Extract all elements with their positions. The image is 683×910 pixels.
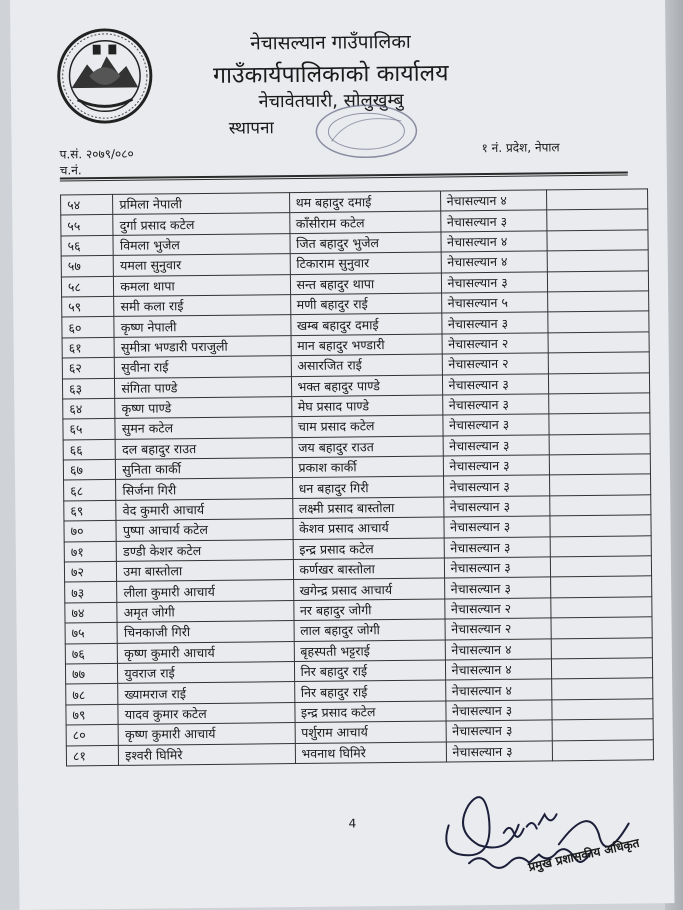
beneficiary-table (60, 188, 654, 766)
address-cell: नेचासल्यान ३ (442, 414, 549, 436)
address-cell: नेचासल्यान ३ (446, 720, 553, 742)
guardian-name-cell: जय बहादुर राउत (292, 436, 443, 458)
serial-number-cell: ६७ (63, 459, 116, 480)
serial-number-cell: ६५ (63, 419, 116, 440)
remark-cell (547, 209, 648, 230)
serial-number-cell: ६८ (64, 480, 117, 501)
guardian-name-cell: सन्त बहादुर थापा (290, 273, 441, 295)
office-stamp (311, 101, 422, 162)
guardian-name-cell: असारजित राई (291, 354, 442, 376)
name-cell: वेद कुमारी आचार्य (116, 498, 292, 520)
remark-cell (548, 270, 649, 291)
serial-number-cell: ५६ (61, 235, 114, 256)
serial-number-cell: ६१ (62, 337, 115, 358)
municipality-name: नेचासल्यान गाउँपालिका (250, 30, 411, 55)
address-cell: नेचासल्यान ३ (441, 271, 548, 293)
remark-cell (549, 393, 650, 414)
serial-number-cell: ७२ (64, 561, 117, 582)
serial-number-cell: ५९ (62, 296, 115, 317)
name-cell: यादव कुमार कटेल (118, 702, 294, 724)
address-cell: नेचासल्यान २ (444, 598, 551, 620)
serial-number-cell: ६४ (63, 398, 116, 419)
guardian-name-cell: जित बहादुर भुजेल (289, 232, 440, 254)
address-cell: नेचासल्यान ३ (443, 516, 550, 538)
address-cell: नेचासल्यान ३ (440, 210, 547, 232)
guardian-name-cell: खगेन्द्र प्रसाद आचार्य (293, 578, 444, 600)
name-cell: कृष्ण पाण्डे (115, 396, 291, 418)
name-cell: प्रमिला नेपाली (113, 193, 289, 215)
serial-number-cell: ७१ (64, 541, 117, 562)
document-page (10, 0, 674, 910)
guardian-name-cell: केशव प्रसाद आचार्य (292, 517, 443, 539)
name-cell: लीला कुमारी आचार्य (117, 580, 293, 602)
address-cell: नेचासल्यान ३ (443, 475, 550, 497)
guardian-name-cell: निर बहादुर राई (294, 680, 445, 702)
remark-cell (553, 739, 654, 760)
name-cell: कृष्ण कुमारी आचार्य (118, 723, 294, 745)
remark-cell (549, 372, 650, 393)
address-cell: नेचासल्यान २ (442, 353, 549, 375)
name-cell: सुमन कटेल (115, 417, 291, 439)
address-cell: नेचासल्यान ४ (445, 659, 552, 681)
guardian-name-cell: प्रकाश कार्की (292, 456, 443, 478)
serial-number-cell: ६२ (62, 358, 115, 379)
serial-number-cell: ८० (66, 725, 119, 746)
remark-cell (552, 658, 653, 679)
serial-number-cell: ७४ (65, 602, 118, 623)
serial-number-cell: ६३ (62, 378, 115, 399)
remark-cell (548, 311, 649, 332)
remark-cell (551, 597, 652, 618)
guardian-name-cell: लक्ष्मी प्रसाद बास्तोला (292, 497, 443, 519)
guardian-name-cell: मणी बहादुर राई (290, 293, 441, 315)
name-cell: विमला भुजेल (113, 233, 289, 255)
remark-cell (549, 434, 650, 455)
address-cell: नेचासल्यान ३ (443, 455, 550, 477)
address-cell: नेचासल्यान ३ (443, 496, 550, 518)
serial-number-cell: ७७ (65, 663, 118, 684)
remark-cell (551, 617, 652, 638)
address-cell: नेचासल्यान ३ (441, 312, 548, 334)
remark-cell (547, 189, 648, 210)
address-cell: नेचासल्यान ४ (440, 190, 547, 212)
address-cell: नेचासल्यान ३ (446, 740, 553, 762)
remark-cell (547, 250, 648, 271)
guardian-name-cell: खम्ब बहादुर दमाई (290, 313, 441, 335)
guardian-name-cell: बृहस्पती भट्टराई (294, 640, 445, 662)
government-emblem-logo (55, 27, 154, 126)
address-cell: नेचासल्यान ४ (445, 679, 552, 701)
guardian-name-cell: इन्द्र प्रसाद कटेल (293, 538, 444, 560)
dispatch-number: च.नं. (59, 163, 82, 178)
remark-cell (551, 556, 652, 577)
name-cell: दुर्गा प्रसाद कटेल (113, 213, 289, 235)
remark-cell (552, 678, 653, 699)
address-cell: नेचासल्यान ५ (441, 292, 548, 314)
address-cell: नेचासल्यान ३ (444, 577, 551, 599)
serial-number-cell: ८१ (66, 745, 119, 766)
page-number: 4 (348, 816, 357, 831)
remark-cell (549, 413, 650, 434)
remark-cell (550, 495, 651, 516)
name-cell: डण्डी केशर कटेल (117, 539, 293, 561)
guardian-name-cell: निर बहादुर राई (294, 660, 445, 682)
guardian-name-cell: थम बहादुर दमाई (289, 191, 440, 213)
serial-number-cell: ७८ (66, 684, 119, 705)
guardian-name-cell: भवनाथ घिमिरे (295, 742, 446, 764)
address-cell: नेचासल्यान २ (442, 333, 549, 355)
reference-number: प.सं. २०७९/०८० (59, 146, 134, 162)
name-cell: दल बहादुर राउत (115, 437, 291, 459)
name-cell: कृष्ण कुमारी आचार्य (118, 641, 294, 663)
office-name: गाउँकार्यपालिकाको कार्यालय (212, 60, 449, 89)
remark-cell (551, 637, 652, 658)
serial-number-cell: ७५ (65, 623, 118, 644)
serial-number-cell: ७९ (66, 704, 119, 725)
remark-cell (547, 230, 648, 251)
guardian-name-cell: टिकाराम सुनुवार (290, 252, 441, 274)
serial-number-cell: ७० (64, 521, 117, 542)
guardian-name-cell: मेघ प्रसाद पाण्डे (291, 395, 442, 417)
name-cell: सुमीत्रा भण्डारी पराजुली (114, 335, 290, 357)
address-cell: नेचासल्यान २ (445, 618, 552, 640)
serial-number-cell: ६० (62, 317, 115, 338)
name-cell: यमला सुनुवार (114, 254, 290, 276)
address-cell: नेचासल्यान ३ (443, 435, 550, 457)
signatory-title: प्रमुख प्रशासकीय अधिकृत (526, 835, 641, 875)
remark-cell (550, 535, 651, 556)
address-cell: नेचासल्यान ४ (440, 231, 547, 253)
name-cell: सुवीना राई (115, 356, 291, 378)
guardian-name-cell: चाम प्रसाद कटेल (291, 415, 442, 437)
name-cell: ख्यामराज राई (118, 682, 294, 704)
name-cell: युवराज राई (118, 662, 294, 684)
remark-cell (552, 719, 653, 740)
address-cell: नेचासल्यान ३ (445, 700, 552, 722)
name-cell: सुनिता कार्की (116, 458, 292, 480)
address-cell: नेचासल्यान ३ (442, 373, 549, 395)
address-cell: नेचासल्यान ४ (441, 251, 548, 273)
name-cell: कमला थापा (114, 274, 290, 296)
guardian-name-cell: इन्द्र प्रसाद कटेल (294, 701, 445, 723)
guardian-name-cell: लाल बहादुर जोगी (294, 619, 445, 641)
guardian-name-cell: भक्त बहादुर पाण्डे (291, 375, 442, 397)
remark-cell (548, 352, 649, 373)
name-cell: पुष्पा आचार्य कटेल (116, 519, 292, 541)
guardian-name-cell: कर्णखर बास्तोला (293, 558, 444, 580)
handwritten-signature (428, 783, 679, 896)
serial-number-cell: ७३ (65, 582, 118, 603)
province-label: १ नं. प्रदेश, नेपाल (481, 140, 560, 156)
name-cell: कृष्ण नेपाली (114, 315, 290, 337)
office-address: नेचावेतघारी, सोलुखुम्बु (258, 89, 404, 113)
address-cell: नेचासल्यान ३ (444, 537, 551, 559)
serial-number-cell: ५५ (61, 215, 114, 236)
name-cell: उमा बास्तोला (117, 560, 293, 582)
established-label: स्थापना (228, 118, 274, 139)
guardian-name-cell: काँसीराम कटेल (289, 211, 440, 233)
name-cell: समी कला राई (114, 295, 290, 317)
name-cell: संगिता पाण्डे (115, 376, 291, 398)
guardian-name-cell: नर बहादुर जोगी (293, 599, 444, 621)
remark-cell (551, 576, 652, 597)
address-cell: नेचासल्यान ३ (444, 557, 551, 579)
address-cell: नेचासल्यान ३ (442, 394, 549, 416)
serial-number-cell: ७६ (65, 643, 118, 664)
guardian-name-cell: मान बहादुर भण्डारी (291, 334, 442, 356)
remark-cell (550, 515, 651, 536)
remark-cell (550, 474, 651, 495)
name-cell: इश्वरी घिमिरे (119, 743, 295, 765)
name-cell: चिनकाजी गिरी (117, 621, 293, 643)
remark-cell (552, 699, 653, 720)
serial-number-cell: ६९ (64, 500, 117, 521)
guardian-name-cell: पर्शुराम आचार्य (295, 721, 446, 743)
remark-cell (548, 332, 649, 353)
remark-cell (548, 291, 649, 312)
name-cell: अमृत जोगी (117, 600, 293, 622)
serial-number-cell: ५४ (61, 194, 114, 215)
serial-number-cell: ५८ (61, 276, 114, 297)
serial-number-cell: ६६ (63, 439, 116, 460)
name-cell: सिर्जना गिरी (116, 478, 292, 500)
guardian-name-cell: धन बहादुर गिरी (292, 476, 443, 498)
address-cell: नेचासल्यान ४ (445, 638, 552, 660)
serial-number-cell: ५७ (61, 256, 114, 277)
remark-cell (550, 454, 651, 475)
